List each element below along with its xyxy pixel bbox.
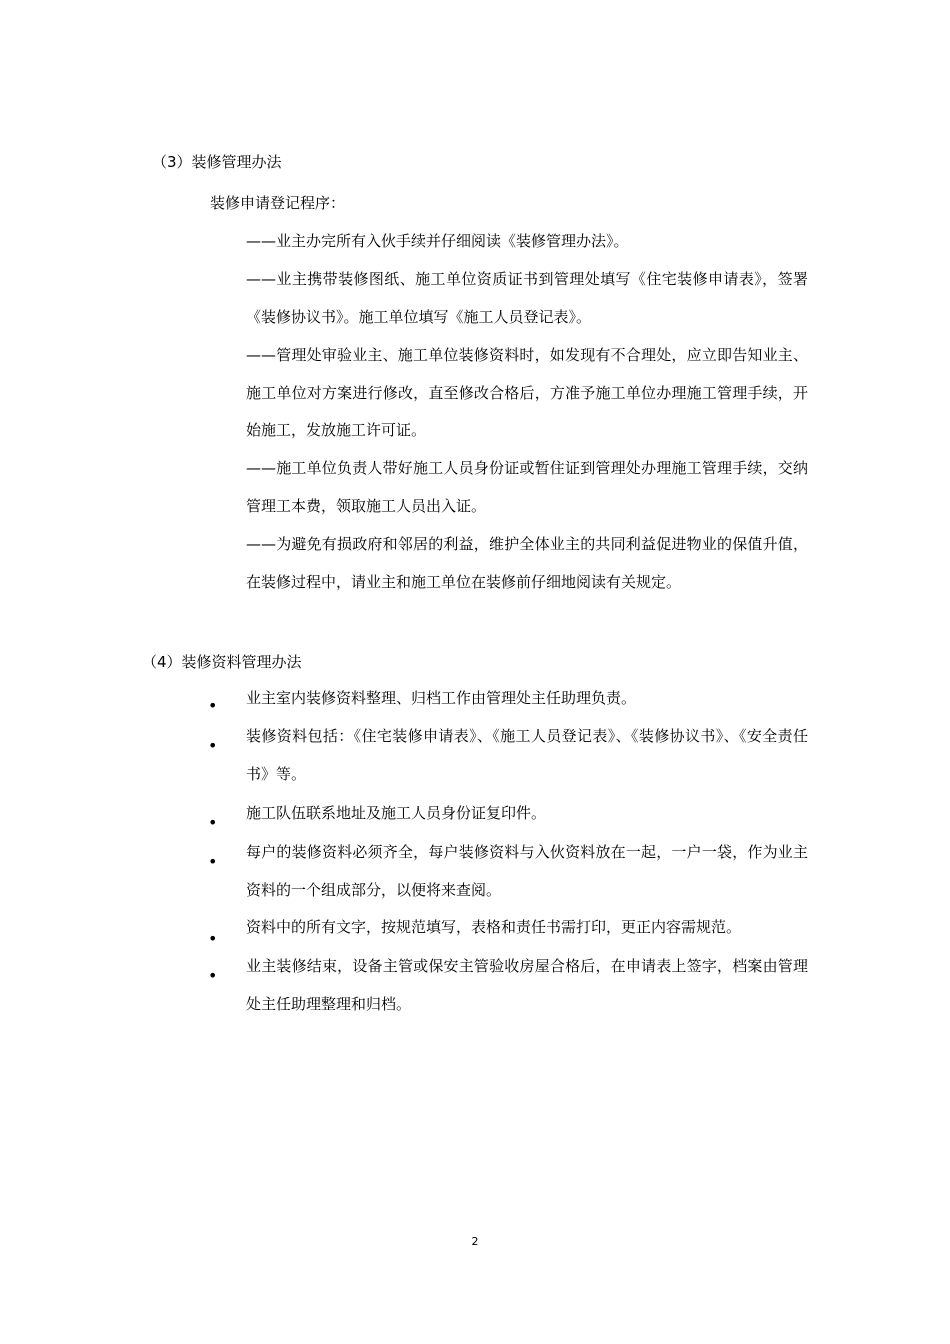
section-3-subheading: 装修申请登记程序： xyxy=(210,194,346,212)
section-3-paragraph: ——业主携带装修图纸、施工单位资质证书到管理处填写《住宅装修申请表》，签署《装修协议书》。施工单位填写《施工人员登记表》。 xyxy=(246,270,808,326)
bullet-icon: • xyxy=(208,929,218,948)
section-3-paragraph: ——业主办完所有入伙手续并仔细阅读《装修管理办法》。 xyxy=(246,232,629,250)
bullet-icon: • xyxy=(208,696,218,715)
bullet-icon: • xyxy=(208,813,218,832)
bullet-icon: • xyxy=(208,852,218,871)
bullet-icon: • xyxy=(208,736,218,755)
list-item-text: 资料中的所有文字，按规范填写，表格和责任书需打印，更正内容需规范。 xyxy=(246,918,742,936)
list-item-text: 每户的装修资料必须齐全，每户装修资料与入伙资料放在一起，一户一袋，作为业主资料的一个组成部分，以便将来查阅。 xyxy=(246,843,808,899)
list-item-text: 装修资料包括：《住宅装修申请表》、《施工人员登记表》、《装修协议书》、《安全责任书》等。 xyxy=(246,727,808,783)
list-item-text: 施工队伍联系地址及施工人员身份证复印件。 xyxy=(246,804,547,822)
list-item-text: 业主室内装修资料整理、归档工作由管理处主任助理负责。 xyxy=(246,689,637,707)
list-item-text: 业主装修结束，设备主管或保安主管验收房屋合格后，在申请表上签字，档案由管理处主任助理整理和归档。 xyxy=(246,957,808,1013)
section-4-heading: （4）装修资料管理办法 xyxy=(142,653,302,671)
section-3-heading: （3）装修管理办法 xyxy=(152,153,282,171)
page-number: 2 xyxy=(471,1235,479,1248)
section-3-paragraph: ——管理处审验业主、施工单位装修资料时，如发现有不合理处，应立即告知业主、施工单位对方案进行修改，直至修改合格后，方准予施工单位办理施工管理手续，开始施工，发放施工许可证。 xyxy=(246,346,808,439)
section-3-paragraph: ——施工单位负责人带好施工人员身份证或暂住证到管理处办理施工管理手续，交纳管理工本费，领取施工人员出入证。 xyxy=(246,459,808,515)
section-3-paragraph: ——为避免有损政府和邻居的利益，维护全体业主的共同利益促进物业的保值升值，在装修过程中，请业主和施工单位在装修前仔细地阅读有关规定。 xyxy=(246,535,808,591)
bullet-icon: • xyxy=(208,966,218,985)
